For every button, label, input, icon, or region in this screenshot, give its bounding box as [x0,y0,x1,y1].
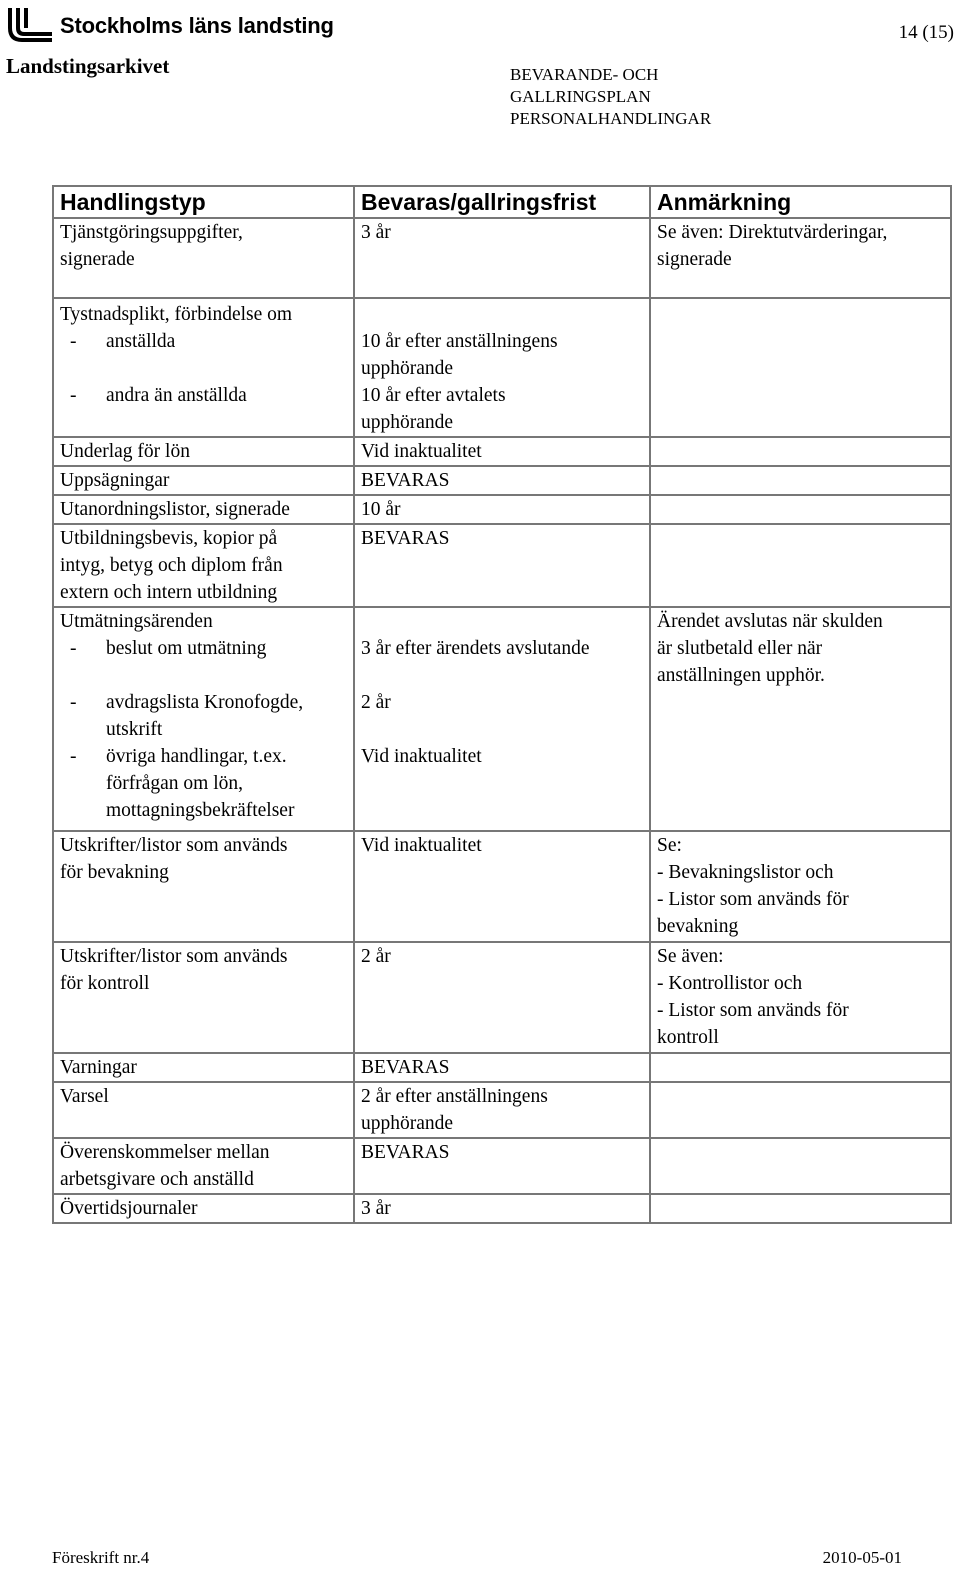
cell-line: 10 år efter anställningens [361,331,558,352]
cell-line: 3 år [361,222,391,243]
cell-line: Se även: Direktutvärderingar, [657,222,888,243]
cell-line: - Kontrollistor och [657,973,803,994]
column-header: Bevaras/gallringsfrist [354,186,650,218]
retention-cell [354,1082,650,1138]
cell-line: Tjänstgöringsuppgifter, [60,222,243,243]
list-item: - andra än anställda [106,385,247,406]
remark-cell [650,607,951,831]
retention-cell: BEVARAS [354,1053,650,1082]
document-type-cell [53,524,354,607]
remark-cell [650,1194,951,1223]
document-type-cell: Utanordningslistor, signerade [53,495,354,524]
page-number: 14 (15) [898,22,954,43]
cell-line: Utskrifter/listor som används [60,835,288,856]
retention-cell [354,298,650,437]
list-item: - avdragslista Kronofogde, [106,692,303,713]
document-type-cell [53,218,354,298]
document-type-cell [53,831,354,942]
retention-cell [354,218,650,298]
cell-line: intyg, betyg och diplom från [60,555,283,576]
cell-line: Se även: [657,946,724,967]
cell-line: Utmätningsärenden [60,611,213,632]
table-row [53,1053,951,1082]
cell-line: - Listor som används för [657,1000,849,1021]
cell-line: Se: [657,835,682,856]
retention-cell: 3 år [354,1194,650,1223]
cell-line: arbetsgivare och anställd [60,1169,254,1190]
document-type-cell: Underlag för lön [53,437,354,466]
cell-line: 3 år efter ärendets avslutande [361,638,590,659]
cell-line: signerade [60,249,135,270]
remark-cell [650,1053,951,1082]
remark-cell [650,437,951,466]
title-line: PERSONALHANDLINGAR [510,109,712,128]
archive-name: Landstingsarkivet [6,54,170,78]
retention-cell: Vid inaktualitet [354,437,650,466]
document-type-cell: Uppsägningar [53,466,354,495]
cell-line: bevakning [657,916,739,937]
cell-line: 2 år efter anställningens [361,1086,548,1107]
remark-cell [650,466,951,495]
county-logo-icon [4,6,54,46]
cell-line: - Bevakningslistor och [657,862,834,883]
list-item-continuation: utskrift [106,719,163,740]
retention-cell: 10 år [354,495,650,524]
retention-table [52,185,952,1224]
cell-line: Tystnadsplikt, förbindelse om [60,304,293,325]
org-logo [4,6,334,46]
retention-cell: BEVARAS [354,466,650,495]
cell-line: kontroll [657,1027,719,1048]
column-header: Handlingstyp [53,186,354,218]
cell-line: Vid inaktualitet [361,746,482,767]
table-row [53,831,951,942]
table-row [53,607,951,831]
table-row [53,298,951,437]
retention-cell: BEVARAS [354,524,650,607]
retention-cell: 2 år [354,942,650,1053]
cell-line: är slutbetald eller när [657,638,823,659]
cell-line: 10 år efter avtalets [361,385,506,406]
table-row [53,437,951,466]
cell-line: Utbildningsbevis, kopior på [60,528,278,549]
table-row [53,1082,951,1138]
document-title [510,64,711,130]
document-type-cell: Varsel [53,1082,354,1138]
table-row [53,1138,951,1194]
title-line: GALLRINGSPLAN [510,87,651,106]
list-item: - övriga handlingar, t.ex. [106,746,287,767]
list-item-continuation: mottagningsbekräftelser [106,800,295,821]
remark-cell [650,524,951,607]
footer-date: 2010-05-01 [822,1548,902,1567]
cell-line: signerade [657,249,732,270]
retention-cell: BEVARAS [354,1138,650,1194]
table-row [53,466,951,495]
cell-line: 2 år [361,692,391,713]
table-row [53,218,951,298]
document-type-cell: Varningar [53,1053,354,1082]
list-item: - anställda [106,331,175,352]
document-type-cell [53,942,354,1053]
remark-cell [650,942,951,1053]
title-line: BEVARANDE- OCH [510,65,659,84]
list-item-continuation: förfrågan om lön, [106,773,243,794]
cell-line: upphörande [361,1113,454,1134]
cell-line: för kontroll [60,973,150,994]
remark-cell [650,218,951,298]
remark-cell [650,831,951,942]
table-header-row [53,186,951,218]
cell-line: anställningen upphör. [657,665,825,686]
document-type-cell [53,1138,354,1194]
column-header: Anmärkning [650,186,951,218]
retention-cell [354,607,650,831]
table-row [53,495,951,524]
retention-cell: Vid inaktualitet [354,831,650,942]
cell-line: - Listor som används för [657,889,849,910]
footer-regulation: Föreskrift nr.4 [52,1548,150,1567]
table-row [53,524,951,607]
document-type-cell: Övertidsjournaler [53,1194,354,1223]
cell-line: upphörande [361,412,454,433]
cell-line: Överenskommelser mellan [60,1142,270,1163]
remark-cell [650,298,951,437]
cell-line: upphörande [361,358,454,379]
table-row [53,942,951,1053]
table-row [53,1194,951,1223]
document-type-cell [53,607,354,831]
cell-line: extern och intern utbildning [60,582,278,603]
org-name: Stockholms läns landsting [60,13,334,38]
remark-cell [650,495,951,524]
cell-line: Ärendet avslutas när skulden [657,611,883,632]
cell-line: Utskrifter/listor som används [60,946,288,967]
remark-cell [650,1138,951,1194]
document-type-cell [53,298,354,437]
remark-cell [650,1082,951,1138]
cell-line: för bevakning [60,862,169,883]
list-item: - beslut om utmätning [106,638,266,659]
